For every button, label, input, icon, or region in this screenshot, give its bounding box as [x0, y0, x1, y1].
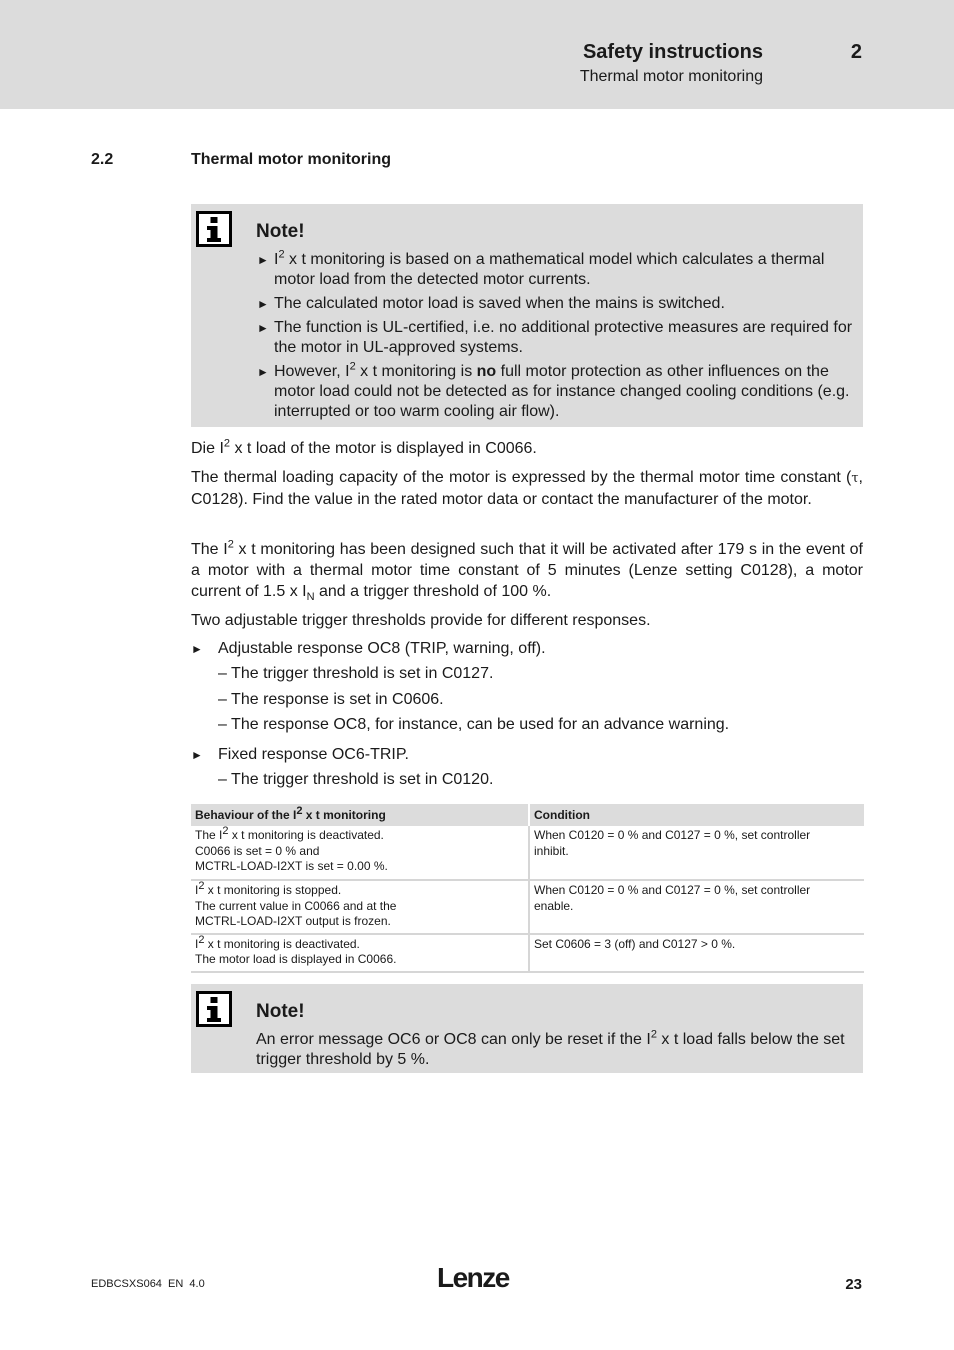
paragraph: Die $I^2$ x t load of the motor is displayed in C0066.	[191, 437, 537, 457]
dash-item: – The response is set in C0606.	[218, 691, 444, 708]
table-cell-condition: When C0120 = 0 % and C0127 = 0 %, set controller inhibit.	[529, 826, 864, 880]
page-header	[0, 0, 954, 109]
behaviour-table	[191, 804, 864, 973]
note-box	[191, 204, 863, 427]
dash-item: – The trigger threshold is set in C0120.	[218, 771, 494, 788]
table-cell-behaviour: The $I^2$ x t monitoring is deactivated. C0066 is set = 0 % and MCTRL-LOAD-I2XT is set = 0.00 %.	[191, 826, 529, 880]
section-title: Thermal motor monitoring	[191, 151, 391, 168]
dash-item: – The trigger threshold is set in C0127.	[218, 665, 494, 682]
table-header-behaviour: Behaviour of the $I^2$ x t monitoring	[191, 804, 529, 826]
lenze-logo: Lenze	[437, 1262, 509, 1293]
triangle-bullet-icon: ►	[257, 297, 269, 311]
chapter-subtitle: Thermal motor monitoring	[579, 68, 763, 85]
note-list-item: ► However, $I^2$ x t monitoring is no full motor protection as other influences on the motor load could not be detected as for instance changed cooling conditions (e.g. interrupted or too warm cooling air flow).	[257, 360, 850, 420]
chapter-title: Safety instructions	[582, 41, 763, 63]
note-list	[257, 250, 853, 426]
note-title: Note!	[256, 221, 305, 242]
section-number: 2.2	[91, 151, 114, 168]
table-cell-condition: When C0120 = 0 % and C0127 = 0 %, set controller enable.	[529, 880, 864, 934]
note-list-item: ► $I^2$ x t monitoring is based on a mathematical model which calculates a thermal motor load from the detected motor currents.	[257, 248, 825, 288]
paragraph: The thermal loading capacity of the motor is expressed by the thermal motor time constant (τ, C0128). Find the value in the rated motor data or contact the manufacturer of the motor.	[191, 469, 863, 508]
info-icon	[196, 211, 232, 247]
table-row	[191, 880, 864, 934]
triangle-bullet-icon: ►	[257, 365, 269, 379]
triangle-bullet-icon: ►	[191, 642, 203, 656]
chapter-number: 2	[850, 41, 862, 63]
table-cell-behaviour: $I^2$ x t monitoring is deactivated. The motor load is displayed in C0066.	[191, 934, 529, 972]
note-text: An error message OC6 or OC8 can only be reset if the $I^2$ x t load falls below the set trigger threshold by 5 %.	[256, 1028, 845, 1068]
triangle-bullet-icon: ►	[257, 321, 269, 335]
paragraph: Two adjustable trigger thresholds provide for different responses.	[191, 612, 651, 629]
note-box	[191, 984, 863, 1073]
document-id: EDBCSXS064 EN 4.0	[91, 1278, 205, 1290]
info-icon	[196, 991, 232, 1027]
table-row	[191, 826, 864, 880]
dash-item: – The response OC8, for instance, can be used for an advance warning.	[218, 716, 730, 733]
table-cell-behaviour: $I^2$ x t monitoring is stopped. The current value in C0066 and at the MCTRL-LOAD-I2XT output is frozen.	[191, 880, 529, 934]
paragraph: The $I^2$ x t monitoring has been designed such that it will be activated after 179 s in the event of a motor with a thermal motor time constant of 5 minutes (Lenze setting C0128), a motor current of 1.5 x $I_N$ and a trigger threshold of 100 %.	[191, 538, 863, 604]
table-header-condition: Condition	[529, 804, 864, 826]
note-list-item: ► The function is UL-certified, i.e. no additional protective measures are required for the motor in UL-approved systems.	[257, 319, 853, 356]
table-row	[191, 934, 864, 972]
table-header-row	[191, 804, 864, 826]
triangle-bullet-icon: ►	[191, 748, 203, 762]
triangle-bullet-icon: ►	[257, 253, 269, 267]
note-title: Note!	[256, 1001, 305, 1022]
page-number: 23	[845, 1276, 862, 1293]
table-cell-condition: Set C0606 = 3 (off) and C0127 > 0 %.	[529, 934, 864, 972]
note-list-item: ► The calculated motor load is saved when the mains is switched.	[257, 295, 725, 312]
